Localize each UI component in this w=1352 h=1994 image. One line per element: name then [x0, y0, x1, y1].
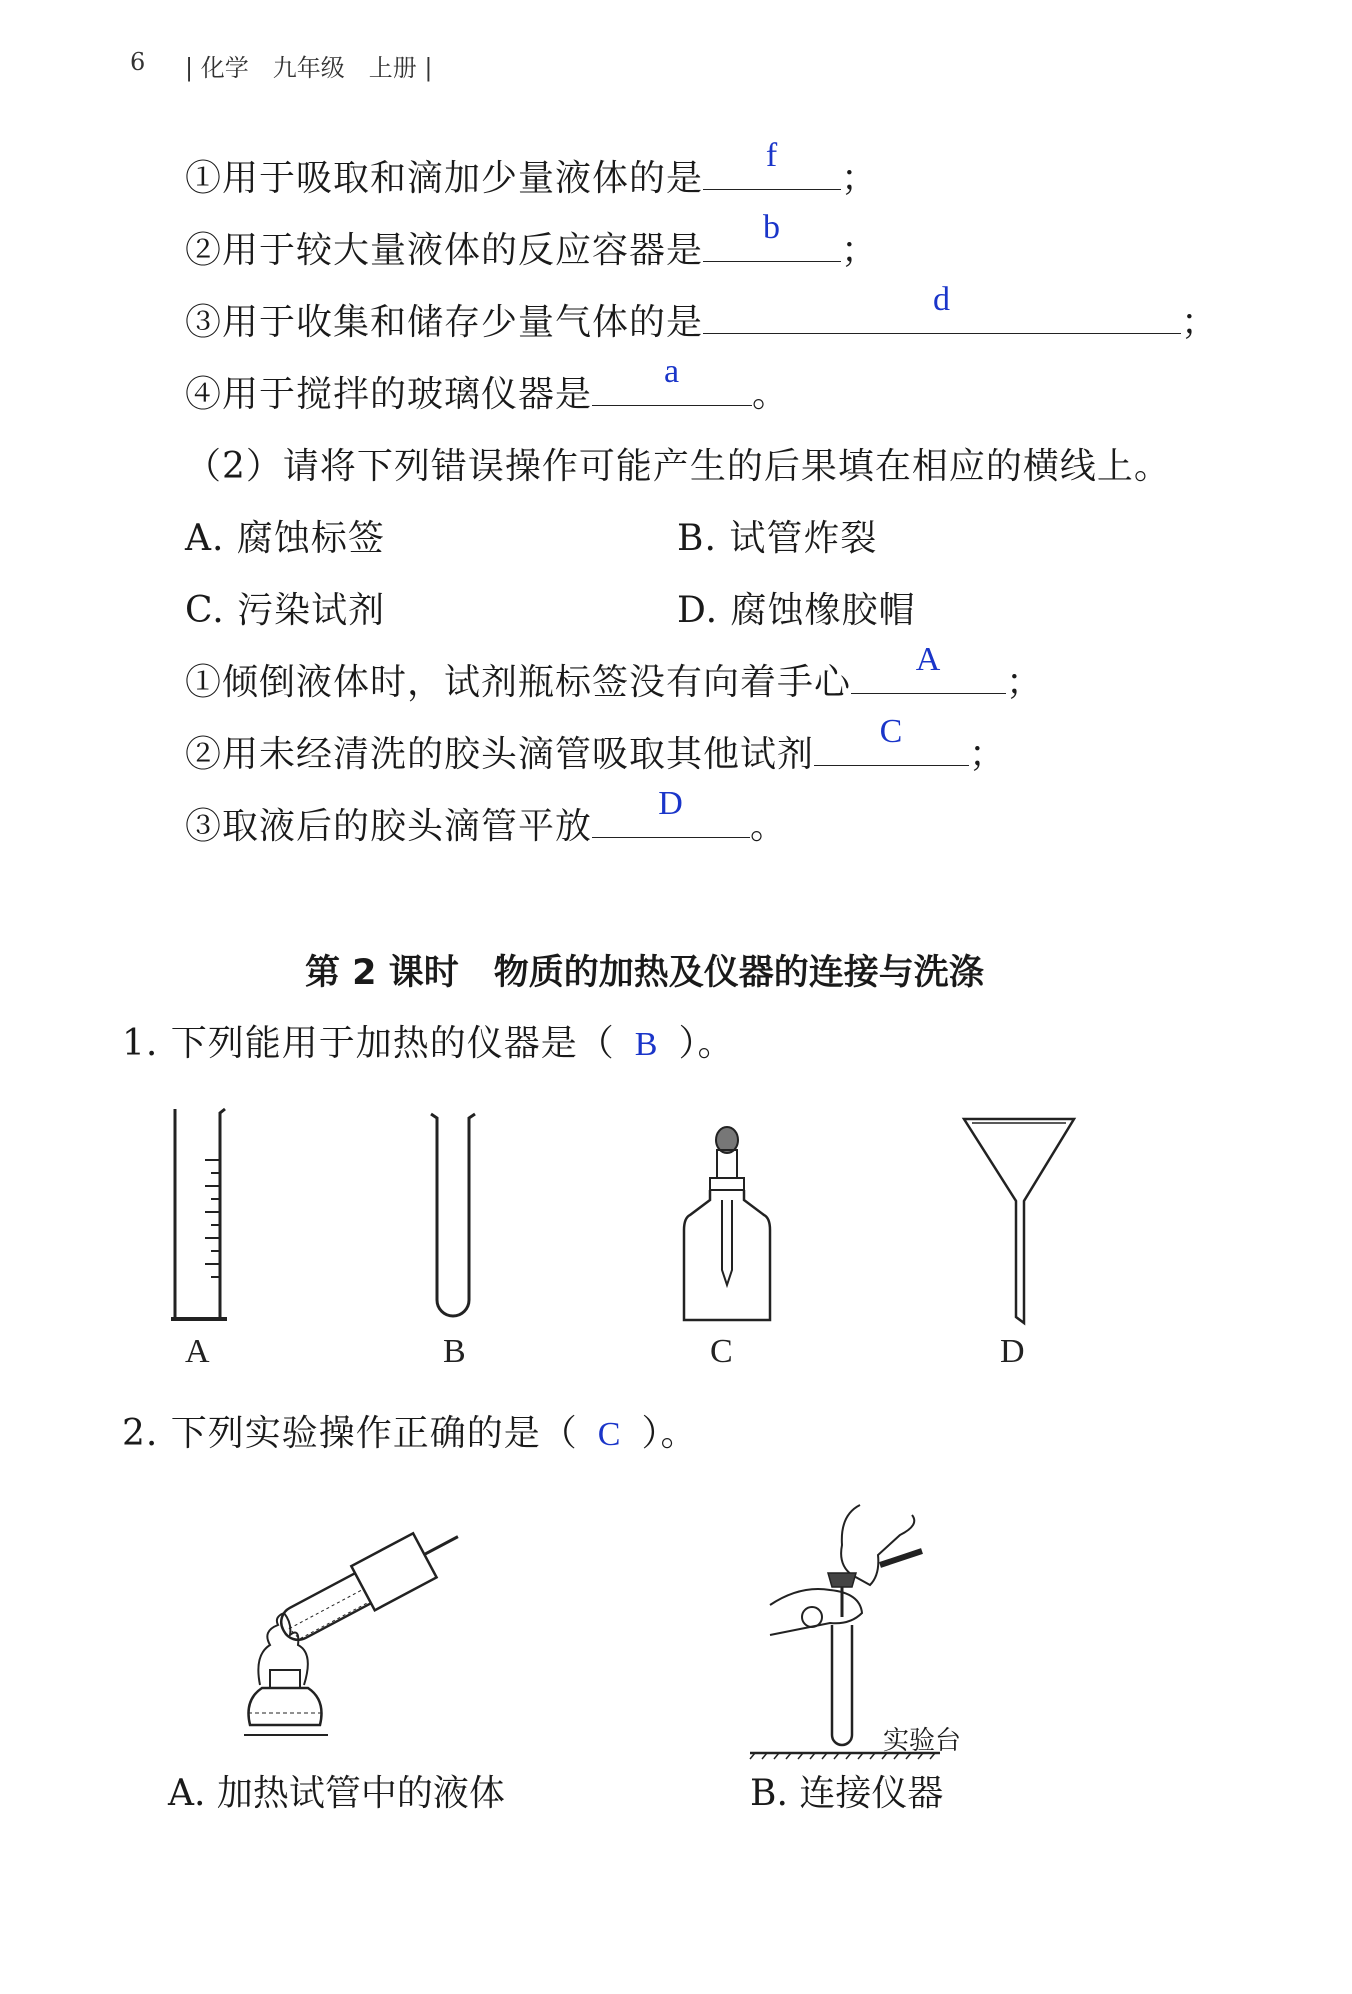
answer-blank: [703, 209, 841, 262]
answer-text: C: [597, 1416, 622, 1453]
question-2-item-1: [185, 641, 1044, 705]
answer-text: f: [765, 137, 779, 174]
caption-a: A. 加热试管中的液体: [168, 1773, 505, 1814]
punctuation: 。: [750, 806, 788, 847]
answer-text: B: [634, 1026, 659, 1063]
section-title: 第 2 课时 物质的加热及仪器的连接与洗涤: [305, 953, 984, 993]
question-prefix: 1. 下列能用于加热的仪器是（: [122, 1023, 615, 1064]
answer-text: C: [879, 713, 904, 750]
option-d: D. 腐蚀橡胶帽: [677, 590, 916, 631]
punctuation: ；: [969, 734, 1007, 775]
question-text: ③用于收集和储存少量气体的是: [185, 302, 704, 343]
question-text: ②用未经清洗的胶头滴管吸取其他试剂: [185, 734, 815, 775]
question-1-item-2: [185, 209, 879, 273]
answer-blank: [851, 641, 1006, 694]
answer-text: D: [658, 785, 684, 822]
question-text: ④用于搅拌的玻璃仪器是: [185, 374, 593, 415]
question-1-item-1: [185, 137, 879, 201]
option-c: C. 污染试剂: [185, 590, 386, 631]
question-1-item-4: [185, 353, 790, 417]
answer-blank: [703, 281, 1181, 334]
question-correct-operation: [122, 1405, 698, 1456]
part2-intro: （2）请将下列错误操作可能产生的后果填在相应的横线上。: [185, 446, 1171, 487]
dropper-bottle-illustration: [680, 1120, 775, 1335]
funnel-illustration: [960, 1115, 1080, 1330]
punctuation: ；: [1181, 302, 1219, 343]
question-suffix: ）。: [678, 1023, 735, 1064]
question-2-item-3: [185, 785, 788, 849]
option-a: A. 腐蚀标签: [185, 518, 385, 559]
punctuation: ；: [841, 230, 879, 271]
answer-text: d: [933, 281, 952, 318]
question-text: ②用于较大量液体的反应容器是: [185, 230, 704, 271]
punctuation: 。: [752, 374, 790, 415]
heating-test-tube-illustration: [240, 1535, 470, 1745]
figure-label-b: B: [443, 1333, 466, 1370]
answer-text: A: [915, 641, 942, 678]
answer-blank: [703, 137, 841, 190]
answer-text: b: [763, 209, 782, 246]
question-2-item-2: [185, 713, 1007, 777]
question-heating-instrument: [122, 1015, 735, 1066]
page-header-title: | 化学 九年级 上册 |: [185, 54, 433, 82]
answer-blank: [592, 785, 750, 838]
question-text: ①用于吸取和滴加少量液体的是: [185, 158, 704, 199]
answer-text: a: [663, 353, 681, 390]
test-tube-illustration: [425, 1110, 485, 1330]
answer-blank: [592, 353, 752, 406]
question-1-item-3: [185, 281, 1219, 345]
punctuation: ；: [1006, 662, 1044, 703]
question-suffix: ）。: [641, 1413, 698, 1454]
graduated-cylinder-illustration: [165, 1105, 235, 1325]
connecting-apparatus-illustration: [750, 1495, 990, 1755]
figure-label-d: D: [1000, 1333, 1025, 1370]
bench-label: 实验台: [883, 1726, 962, 1756]
answer-blank: [814, 713, 969, 766]
question-text: ①倾倒液体时，试剂瓶标签没有向着手心: [185, 662, 852, 703]
figure-label-c: C: [710, 1333, 733, 1370]
page-number: 6: [130, 48, 146, 76]
option-b: B. 试管炸裂: [677, 518, 878, 559]
figure-label-a: A: [185, 1333, 210, 1370]
caption-b: B. 连接仪器: [750, 1773, 944, 1814]
question-prefix: 2. 下列实验操作正确的是（: [122, 1413, 578, 1454]
punctuation: ；: [841, 158, 879, 199]
question-text: ③取液后的胶头滴管平放: [185, 806, 593, 847]
